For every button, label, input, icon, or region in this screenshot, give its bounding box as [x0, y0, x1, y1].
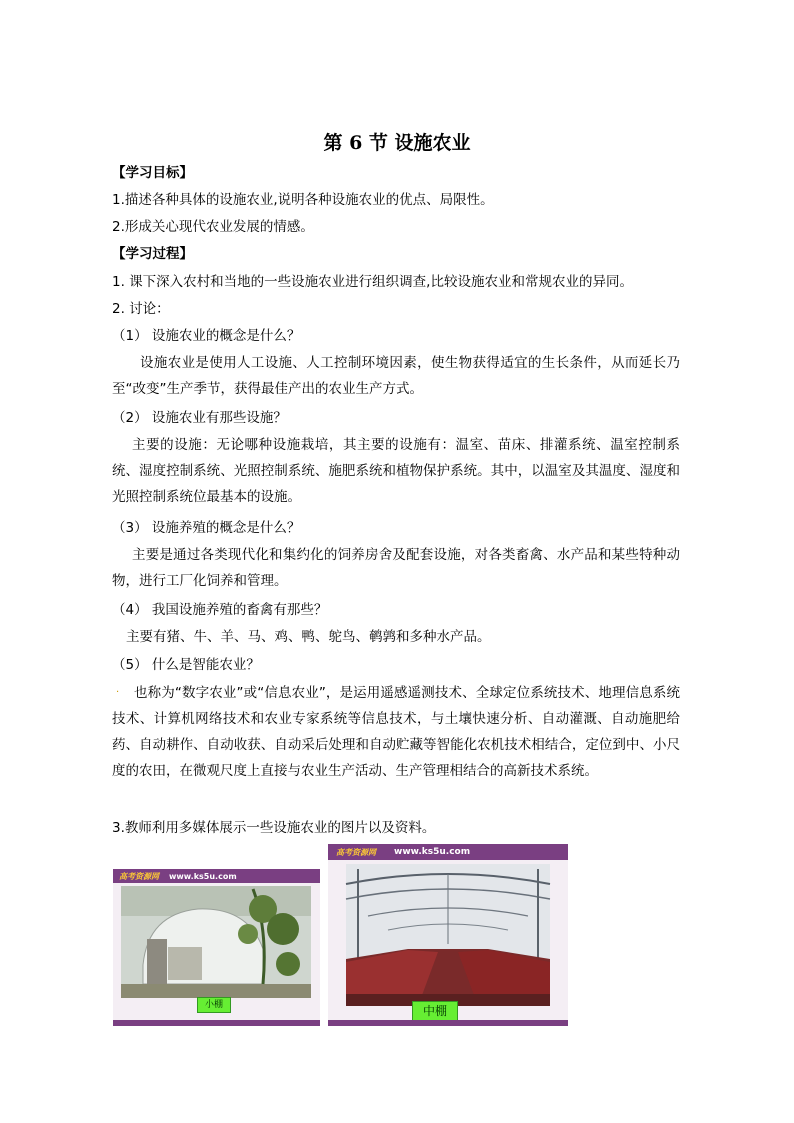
logo-text: 高考资源网: [336, 848, 376, 857]
question-3: （3） 设施养殖的概念是什么？: [112, 520, 301, 536]
question-1: （1） 设施农业的概念是什么？: [112, 328, 301, 344]
small-greenhouse-label: 小棚: [197, 997, 231, 1013]
answer-2: 主要的设施：无论哪种设施栽培，其主要的设施有：温室、苗床、排灌系统、温室控制系统、湿度控制系统、光照控制系统、施肥系统和植物保护系统。其中，以温室及其温度、湿度和光照控制系统位最基本的设施。: [112, 437, 680, 505]
question-4: （4） 我国设施养殖的畜禽有那些？: [112, 602, 328, 618]
medium-greenhouse-label: 中棚: [412, 1001, 458, 1021]
answer-5: 也称为“数字农业”或“信息农业”，是运用遥感遥测技术、全球定位系统技术、地理信息系统技术、计算机网络技术和农业专家系统等信息技术，与土壤快速分析、自动灌溉、自动施肥给药、自动耕作、自动收获、自动采后处理和自动贮藏等智能化农机技术相结合，定位到中、小尺度的农田，在微观尺度上直接与农业生产活动、生产管理相结合的高新技术系统。: [112, 685, 680, 779]
answer-1: 设施农业是使用人工设施、人工控制环境因素，使生物获得适宜的生长条件，从而延长乃至“改变”生产季节，获得最佳产出的农业生产方式。: [112, 355, 680, 397]
small-greenhouse-image: [113, 869, 320, 1026]
question-2: （2） 设施农业有那些设施？: [112, 410, 287, 426]
section-heading-process: 【学习过程】: [112, 246, 193, 262]
bullet-marker: .: [116, 684, 120, 695]
question-5: （5） 什么是智能农业？: [112, 657, 260, 673]
step-item-2: 2. 讨论：: [112, 301, 170, 317]
step-item-3: 3.教师利用多媒体展示一些设施农业的图片以及资料。: [112, 820, 436, 836]
section-heading-goals: 【学习目标】: [112, 165, 193, 181]
medium-greenhouse-photo: [328, 844, 568, 1026]
step-item-1: 1. 课下深入农村和当地的一些设施农业进行组织调查,比较设施农业和常规农业的异同。: [112, 274, 633, 290]
goal-item-2: 2.形成关心现代农业发展的情感。: [112, 219, 314, 235]
site-text: www.ks5u.com: [394, 847, 471, 857]
goal-item-1: 1.描述各种具体的设施农业,说明各种设施农业的优点、局限性。: [112, 192, 494, 208]
answer-3: 主要是通过各类现代化和集约化的饲养房舍及配套设施，对各类畜禽、水产品和某些特种动物，进行工厂化饲养和管理。: [112, 547, 680, 589]
page-title: 第 6 节 设施农业: [323, 132, 471, 154]
logo-text: 高考资源网: [119, 872, 159, 881]
medium-greenhouse-image: [328, 844, 568, 1026]
answer-4: 主要有猪、牛、羊、马、鸡、鸭、鸵鸟、鹌鹑和多种水产品。: [126, 629, 491, 645]
site-text: www.ks5u.com: [169, 872, 237, 881]
